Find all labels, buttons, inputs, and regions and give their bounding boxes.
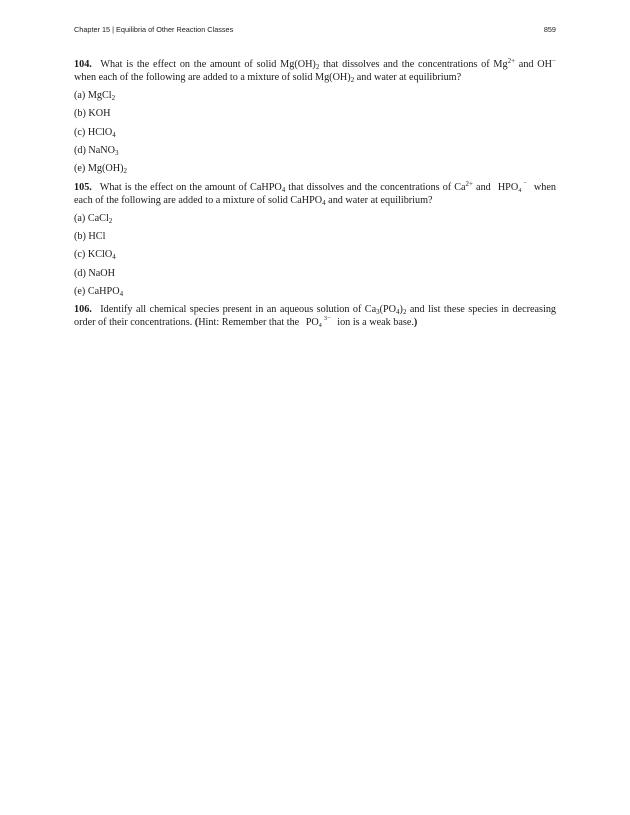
question-number: 104.	[74, 59, 92, 70]
option-104-a: (a) MgCl$_2$	[74, 90, 116, 103]
option-105-e: (e) CaHPO$_4$	[74, 285, 124, 298]
question-106: 106. Identify all chemical species present in an aqueous solution of $Ca_3(PO_4)_2$ and list these species in decreasing order of their concentrations. (Hint: Remember that the $PO_4^{3-}$ ion is a weak base.)	[74, 304, 557, 330]
question-number: 106.	[74, 304, 92, 316]
option-105-a: (a) CaCl$_2$	[74, 212, 113, 225]
question-104: 104. What is the effect on the amount of solid $Mg(OH)_2$ that dissolves and the concentrations of $Mg^{2+}$ and OH− when each of the following are added to a mixture of solid $Mg(OH)_2$ and water at equilibrium?	[74, 57, 556, 85]
hint: (Hint: Remember that the $PO_4^{3-}$ ion is a weak base.)	[194, 315, 418, 330]
page-number: 859	[543, 25, 556, 34]
hydrogen-phosphate-ion: $HPO_4^-$	[497, 179, 527, 194]
running-header	[74, 25, 556, 34]
option-105-c: (c) KClO$_4$	[74, 249, 116, 262]
question-number: 105.	[74, 181, 92, 193]
option-104-e: (e) $Mg(OH)_2$	[74, 163, 128, 176]
option-104-d: (d) NaNO$_3$	[74, 144, 119, 157]
option-104-b: (b) KOH	[74, 108, 111, 120]
option-104-c: (c) HClO$_4$	[74, 126, 116, 139]
phosphate-ion: $PO_4^{3-}$	[305, 315, 331, 330]
option-105-b: (b) HCl	[74, 230, 106, 242]
chapter-title: Chapter 15 | Equilibria of Other Reaction Classes	[74, 25, 234, 34]
exercise-list	[74, 58, 556, 334]
option-105-d: (d) NaOH	[74, 267, 116, 279]
question-105: 105. What is the effect on the amount of CaHPO$_4$ that dissolves and the concentrations of $Ca^{2+}$ and $HPO_4^-$ when each of the following are added to a mixture of solid CaHPO$_4$ and water at equilibrium?	[74, 179, 556, 207]
